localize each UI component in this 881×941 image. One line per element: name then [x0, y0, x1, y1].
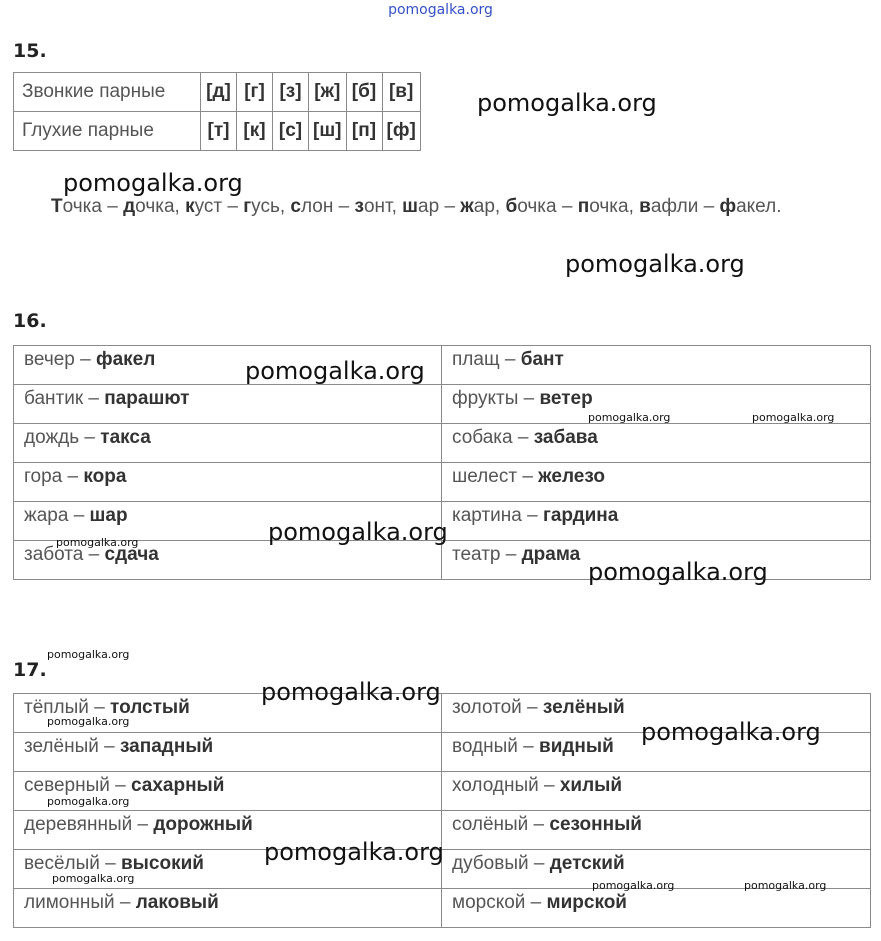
- voiceless-sound: [к]: [243, 120, 266, 141]
- table-cell: забота – сдача: [14, 541, 442, 580]
- watermark: pomogalka.org: [588, 411, 671, 424]
- watermark: pomogalka.org: [592, 879, 675, 892]
- table-row: [14, 385, 871, 424]
- watermark: pomogalka.org: [565, 250, 745, 278]
- table-cell: жара – шар: [14, 502, 442, 541]
- watermark: pomogalka.org: [245, 357, 425, 385]
- voiceless-sound: [ф]: [386, 120, 416, 141]
- word-pair: бочка – почка: [505, 196, 629, 217]
- table-cell: тёплый – толстый: [14, 694, 442, 733]
- table-cell: водный – видный: [442, 733, 871, 772]
- watermark: pomogalka.org: [477, 89, 657, 117]
- watermark: pomogalka.org: [63, 169, 243, 197]
- watermark: pomogalka.org: [52, 872, 135, 885]
- voiced-sound: [б]: [351, 81, 377, 102]
- word-pairs-paragraph: Точка – дочка, куст – гусь, слон – зонт, шар – жар, бочка – почка, вафли – факел.: [51, 196, 782, 217]
- table-cell: деревянный – дорожный: [14, 811, 442, 850]
- exercise-17-number: 17.: [13, 659, 47, 681]
- watermark: pomogalka.org: [261, 678, 441, 706]
- site-header-link[interactable]: pomogalka.org: [388, 2, 493, 18]
- watermark: pomogalka.org: [744, 879, 827, 892]
- watermark: pomogalka.org: [47, 648, 130, 661]
- watermark: pomogalka.org: [752, 411, 835, 424]
- voiceless-label: Глухие парные: [14, 112, 201, 151]
- voiceless-row: [14, 112, 421, 151]
- table-cell: северный – сахарный: [14, 772, 442, 811]
- table-cell: лимонный – лаковый: [14, 889, 442, 928]
- voiceless-sound: [т]: [207, 120, 230, 141]
- table-cell: зелёный – западный: [14, 733, 442, 772]
- table-cell: собака – забава: [442, 424, 871, 463]
- table-cell: золотой – зелёный: [442, 694, 871, 733]
- table-cell: дождь – такса: [14, 424, 442, 463]
- watermark: pomogalka.org: [47, 715, 130, 728]
- table-row: [14, 463, 871, 502]
- word-pair: слон – зонт: [290, 196, 392, 217]
- word-pair: Точка – дочка: [51, 196, 175, 217]
- table-cell: гора – кора: [14, 463, 442, 502]
- table-row: [14, 889, 871, 928]
- word-pair: вафли – факел.: [639, 196, 782, 217]
- table-cell: холодный – хилый: [442, 772, 871, 811]
- table-cell: дубовый – детский: [442, 850, 871, 889]
- word-pair: куст – гусь: [185, 196, 280, 217]
- watermark: pomogalka.org: [588, 558, 768, 586]
- table-cell: бантик – парашют: [14, 385, 442, 424]
- table-cell: театр – драма: [442, 541, 871, 580]
- watermark: pomogalka.org: [56, 536, 139, 549]
- table-row: [14, 772, 871, 811]
- word-pair: шар – жар: [402, 196, 495, 217]
- table-cell: картина – гардина: [442, 502, 871, 541]
- table-cell: солёный – сезонный: [442, 811, 871, 850]
- table-cell: вечер – факел: [14, 346, 442, 385]
- voiced-label: Звонкие парные: [14, 73, 201, 112]
- table-cell: морской – мирской: [442, 889, 871, 928]
- exercise-15-number: 15.: [13, 40, 47, 62]
- table-row: [14, 424, 871, 463]
- table-cell: плащ – бант: [442, 346, 871, 385]
- voiced-row: [14, 73, 421, 112]
- voiceless-sound: [с]: [278, 120, 303, 141]
- exercise-16-number: 16.: [13, 310, 47, 332]
- watermark: pomogalka.org: [264, 838, 444, 866]
- watermark: pomogalka.org: [268, 518, 448, 546]
- voiced-sound: [з]: [279, 81, 302, 102]
- watermark: pomogalka.org: [641, 718, 821, 746]
- table-cell: фрукты – ветер: [442, 385, 871, 424]
- voiced-sound: [ж]: [314, 81, 341, 102]
- table-cell: весёлый – высокий: [14, 850, 442, 889]
- table-cell: шелест – железо: [442, 463, 871, 502]
- watermark: pomogalka.org: [47, 795, 130, 808]
- voiced-sound: [д]: [206, 81, 231, 102]
- voiced-sound: [в]: [388, 81, 414, 102]
- consonant-pairs-table: [13, 72, 421, 151]
- table-row: [14, 346, 871, 385]
- voiceless-sound: [ш]: [313, 120, 342, 141]
- voiceless-sound: [п]: [351, 120, 377, 141]
- voiced-sound: [г]: [244, 81, 265, 102]
